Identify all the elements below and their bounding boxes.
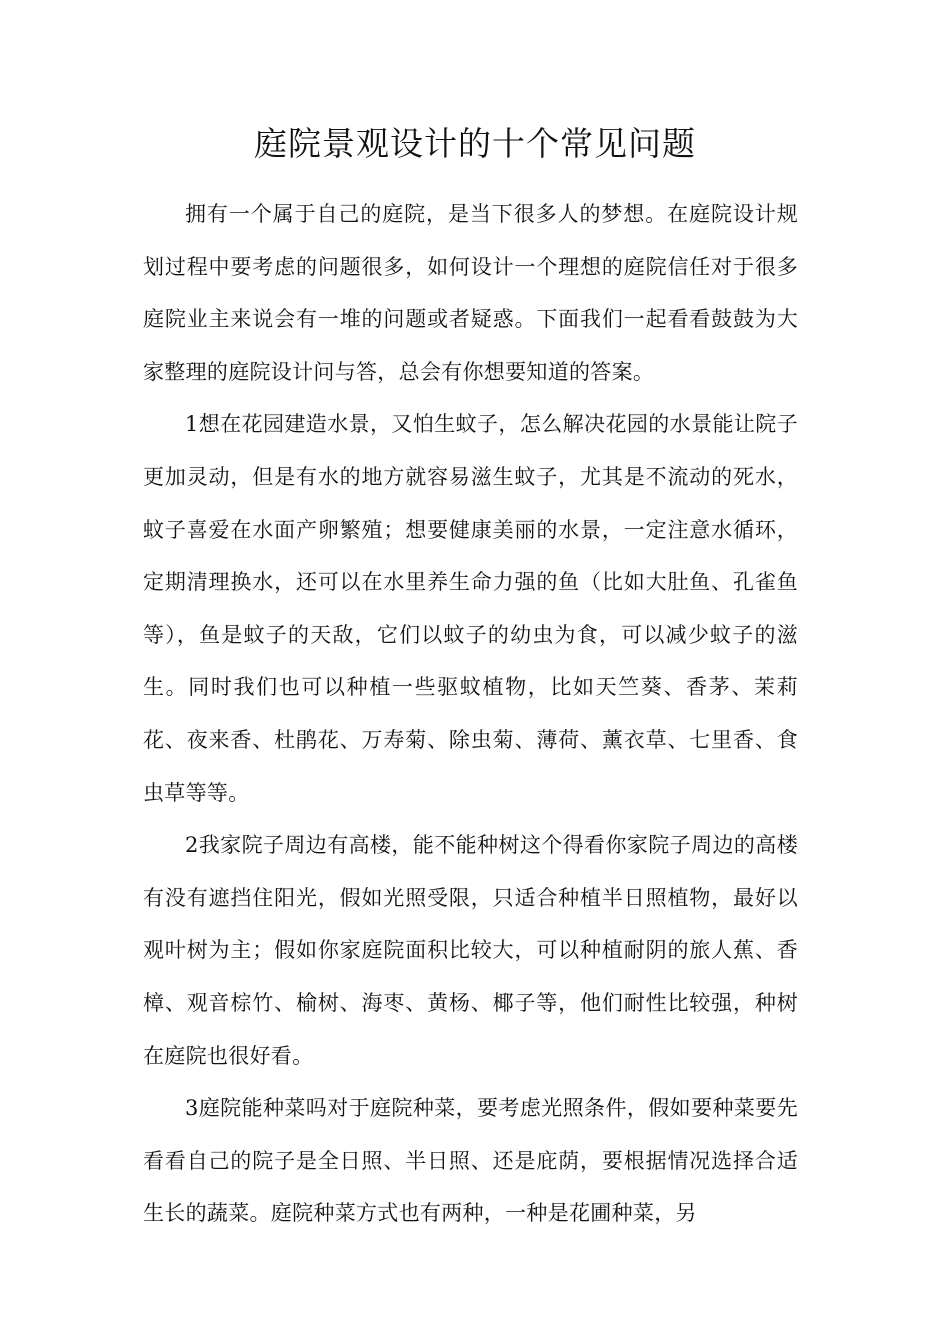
paragraph-intro: 拥有一个属于自己的庭院，是当下很多人的梦想。在庭院设计规划过程中要考虑的问题很多，如何设计一个理想的庭院信任对于很多庭院业主来说会有一堆的问题或者疑惑。下面我们一起看看鼓鼓为大家整理的庭院设计问与答，总会有你想要知道的答案。 bbox=[143, 202, 798, 384]
document-body bbox=[143, 188, 798, 1240]
document-title: 庭院景观设计的十个常见问题 bbox=[254, 124, 696, 163]
paragraph-question-3: 3庭院能种菜吗对于庭院种菜，要考虑光照条件，假如要种菜要先看看自己的院子是全日照、半日照、还是庇荫，要根据情况选择合适生长的蔬菜。庭院种菜方式也有两种，一种是花圃种菜，另 bbox=[143, 1096, 798, 1226]
paragraph-question-2: 2我家院子周边有高楼，能不能种树这个得看你家院子周边的高楼有没有遮挡住阳光，假如光照受限，只适合种植半日照植物，最好以观叶树为主；假如你家庭院面积比较大，可以种植耐阴的旅人蕉、香樟、观音棕竹、榆树、海枣、黄杨、椰子等，他们耐性比较强，种树在庭院也很好看。 bbox=[143, 833, 798, 1068]
paragraph-question-1: 1想在花园建造水景，又怕生蚊子，怎么解决花园的水景能让院子更加灵动，但是有水的地方就容易滋生蚊子，尤其是不流动的死水，蚊子喜爱在水面产卵繁殖；想要健康美丽的水景，一定注意水循环，定期清理换水，还可以在水里养生命力强的鱼（比如大肚鱼、孔雀鱼等），鱼是蚊子的天敌，它们以蚊子的幼虫为食，可以减少蚊子的滋生。同时我们也可以种植一些驱蚊植物，比如天竺葵、香茅、茉莉花、夜来香、杜鹃花、万寿菊、除虫菊、薄荷、薰衣草、七里香、食虫草等等。 bbox=[143, 412, 798, 805]
